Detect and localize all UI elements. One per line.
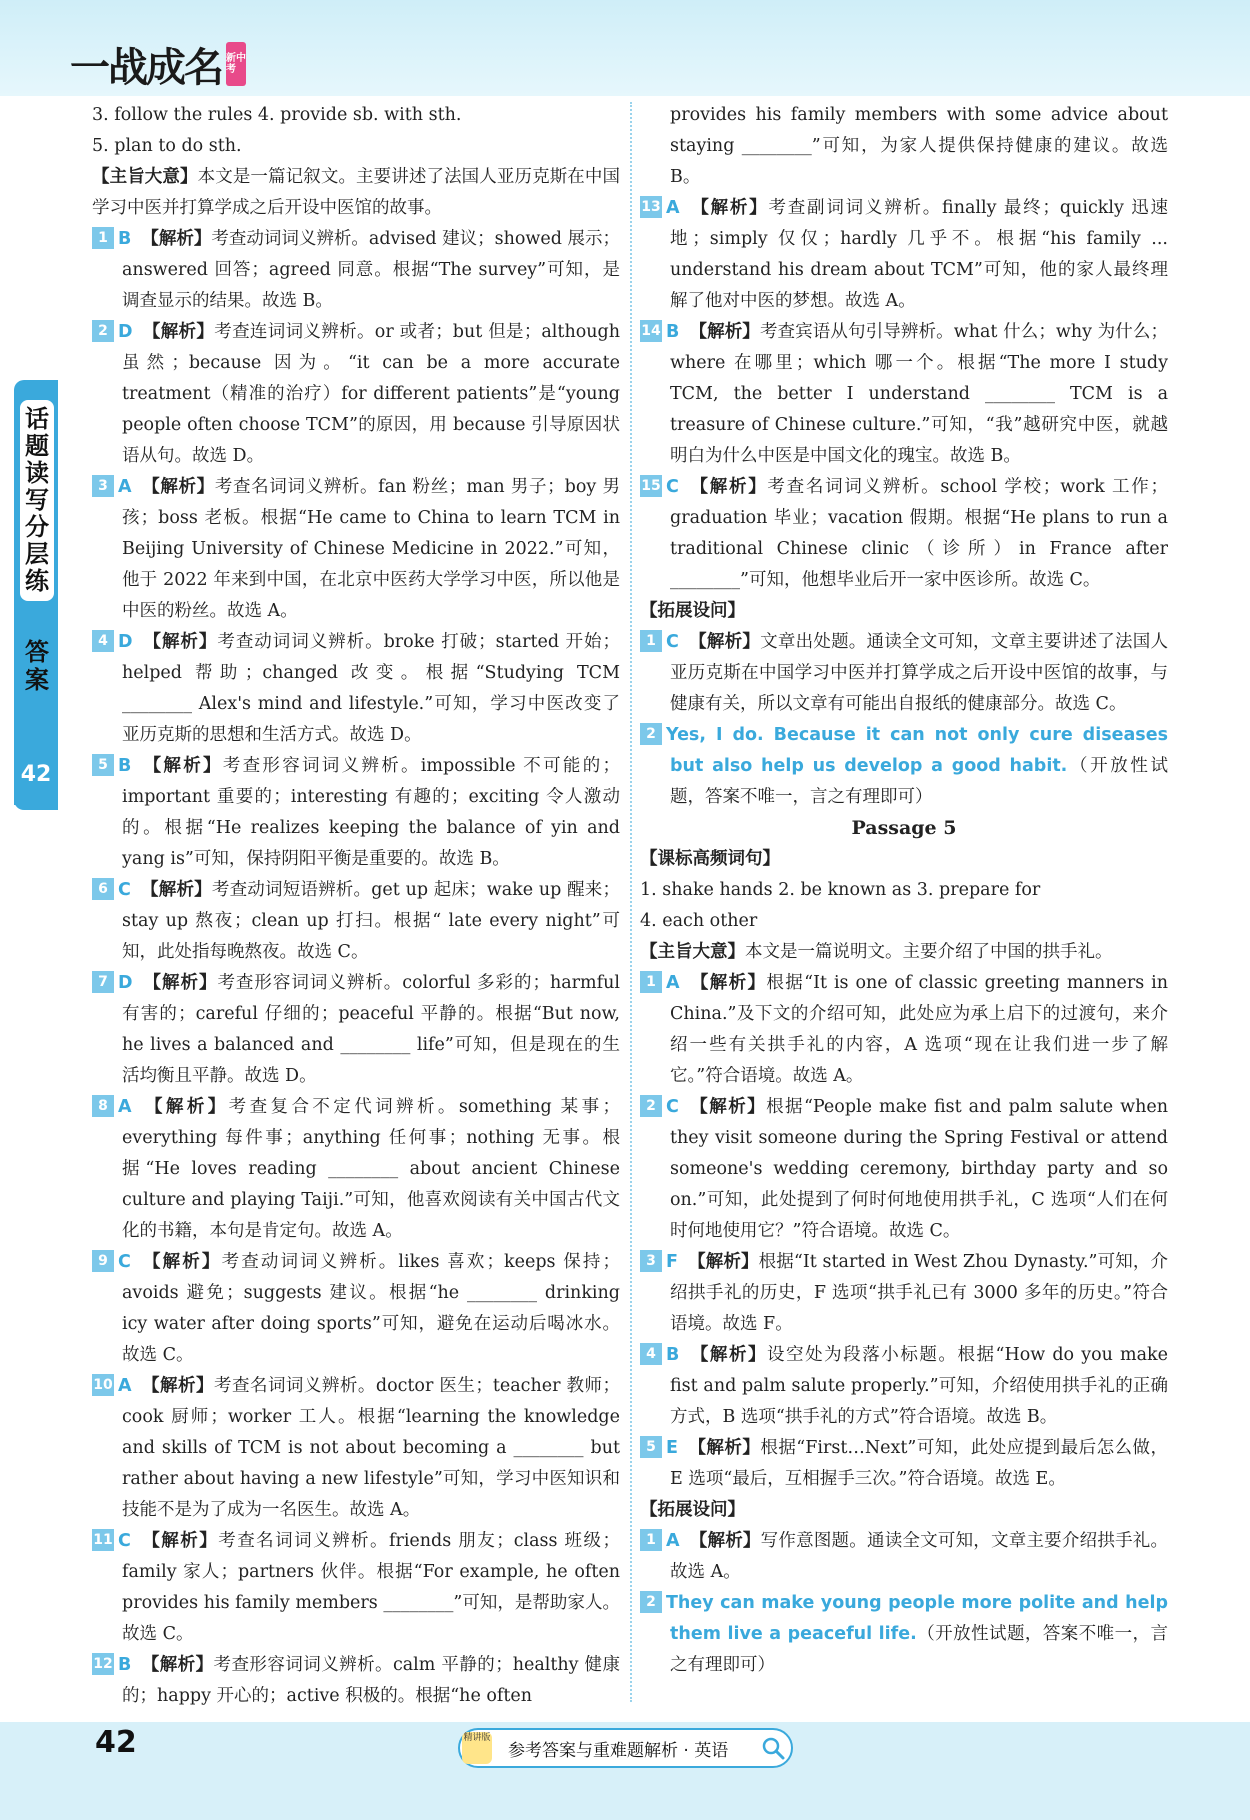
analysis-tag: 【解析】 (688, 477, 768, 497)
answer-item (640, 968, 1168, 1092)
answer-letter: C (118, 880, 131, 900)
question-number: 1 (92, 227, 114, 249)
vocab-line-2: 4. each other (640, 911, 758, 931)
analysis-text: 考查形容词词义辨析。impossible 不可能的；important 重要的；interesting 有趣的；exciting 令人激动的。根据“He realizes keeping the balance of yin and yang is”可知，保持阴阳平衡是重要的。故选 B。 (122, 756, 620, 869)
analysis-text: 考查动词词义辨析。likes 喜欢；keeps 保持；avoids 避免；suggests 建议。根据“he ________ drinking icy water after doing sports”可知，避免在运动后喝冰水。故选 C。 (122, 1252, 621, 1365)
analysis-text: （开放性试题，答案不唯一，言之有理即可） (670, 1624, 1168, 1675)
analysis-text: 考查名词词义辨析。fan 粉丝；man 男子；boy 男孩；boss 老板。根据“He came to China to learn TCM in Beijing University of Chinese Medicine in 2022.”可知，他于 2022 年来到中国，在北京中医药大学学习中医，所以他是中医的粉丝。故选 A。 (122, 477, 621, 621)
answer-letter: A (118, 477, 132, 497)
brand-badge: 新中考 (226, 42, 246, 86)
left-column (92, 100, 620, 1712)
extension-list (640, 1526, 1168, 1681)
brand-name: 一战成名 (70, 44, 222, 91)
question-number: 13 (640, 196, 662, 218)
answer-item (640, 1340, 1168, 1433)
analysis-tag: 【解析】 (140, 1252, 222, 1272)
question-number: 4 (92, 630, 114, 652)
footer-page-number: 42 (95, 1725, 137, 1760)
analysis-tag: 【解析】 (689, 322, 760, 342)
analysis-tag: 【解析】 (142, 632, 218, 652)
answer-item (92, 627, 620, 751)
answer-letter: C (666, 632, 679, 652)
footer-logo: 精讲版 (462, 1732, 492, 1764)
summary-tag: 【主旨大意】 (92, 167, 198, 187)
answer-letter: D (118, 973, 133, 993)
analysis-tag: 【解析】 (687, 1438, 761, 1458)
side-title: 话题读写分层练 (20, 400, 54, 601)
question-number: 4 (640, 1343, 662, 1365)
answer-item (640, 720, 1168, 813)
extension-tag: 【拓展设问】 (640, 601, 745, 621)
analysis-text: （开放性试题，答案不唯一，言之有理即可） (670, 756, 1168, 807)
question-number: 12 (92, 1653, 114, 1675)
vocab-tag: 【课标高频词句】 (640, 849, 780, 869)
analysis-text: 考查动词词义辨析。broke 打破；started 开始；helped 帮助；changed 改变。根据“Studying TCM ________ Alex's mind and lifestyle.”可知，学习中医改变了亚历克斯的思想和生活方式。故选 D。 (122, 632, 620, 745)
analysis-text: 考查名词词义辨析。friends 朋友；class 班级；family 家人；partners 伙伴。根据“For example, he often provides his family members ________”可知，是帮助家人。故选 C。 (122, 1531, 620, 1644)
summary (92, 162, 620, 224)
answer-letter: A (118, 1376, 132, 1396)
analysis-text: 考查复合不定代词辨析。something 某事；everything 每件事；anything 任何事；nothing 无事。根据“He loves reading ________ about ancient Chinese culture and playing Taiji.”可知，他喜欢阅读有关中国古代文化的书籍，本句是肯定句。故选 A。 (122, 1097, 621, 1241)
analysis-tag: 【解析】 (141, 1097, 229, 1117)
answer-letter: B (118, 1655, 132, 1675)
right-column (640, 100, 1168, 1681)
question-number: 3 (640, 1250, 662, 1272)
question-number: 15 (640, 475, 662, 497)
answer-item (640, 627, 1168, 720)
question-number: 3 (92, 475, 114, 497)
answer-item (92, 224, 620, 317)
analysis-tag: 【解析】 (687, 1252, 759, 1272)
summary-text: 本文是一篇记叙文。主要讲述了法国人亚历克斯在中国学习中医并打算学成之后开设中医馆的故事。 (92, 167, 621, 218)
brand-logo (70, 38, 246, 90)
analysis-tag: 【解析】 (140, 880, 212, 900)
analysis-text: 写作意图题。通读全文可知，文章主要介绍拱手礼。故选 A。 (670, 1531, 1169, 1582)
question-number: 6 (92, 878, 114, 900)
question-number: 1 (640, 630, 662, 652)
answer-letter: A (666, 973, 680, 993)
answer-item (640, 1247, 1168, 1340)
summary (640, 937, 1168, 968)
question-number: 8 (92, 1095, 114, 1117)
answer-item (92, 317, 620, 472)
answer-item (640, 1092, 1168, 1247)
vocab-line-1: 1. shake hands 2. be known as 3. prepare for (640, 880, 1041, 900)
extension-heading (640, 596, 1168, 627)
analysis-text: 根据“First…Next”可知，此处应提到最后怎么做，E 选项“最后，互相握手三次。”符合语境。故选 E。 (670, 1438, 1168, 1489)
answer-item (640, 1433, 1168, 1495)
analysis-text: 文章出处题。通读全文可知，文章主要讲述了法国人亚历克斯在中国学习中医并打算学成之后开设中医馆的故事，与健康有关，所以文章有可能出自报纸的健康部分。故选 C。 (670, 632, 1168, 714)
answer-letter: C (118, 1252, 131, 1272)
answer-item (92, 751, 620, 875)
side-page-number: 42 (14, 745, 58, 805)
question-number: 1 (640, 971, 662, 993)
analysis-tag: 【解析】 (688, 632, 761, 652)
answer-item (640, 472, 1168, 596)
answer-item (92, 1092, 620, 1247)
question-number: 2 (92, 320, 114, 342)
phrase-line-2: 5. plan to do sth. (92, 136, 242, 156)
answer-list (640, 193, 1168, 596)
sample-answer: Yes, I do. Because it can not only cure diseases but also help us develop a good habit. (666, 725, 1168, 776)
answer-letter: C (118, 1531, 131, 1551)
analysis-text: 根据“People make fist and palm salute when they visit someone during the Spring Festival or attend someone's wedding ceremony, birthday party and so on.”可知，此处提到了何时何地使用拱手礼，C 选项“人们在何时何地使用它？”符合语境。故选 C。 (670, 1097, 1168, 1241)
question-number: 5 (640, 1436, 662, 1458)
question-number: 7 (92, 971, 114, 993)
analysis-text: 考查名词词义辨析。doctor 医生；teacher 教师；cook 厨师；worker 工人。根据“learning the knowledge and skills of TCM is not about becoming a ________ but rather about having a new lifestyle”可知，学习中医知识和技能不是为了成为一名医生。故选 A。 (122, 1376, 620, 1520)
answer-letter: A (666, 1531, 680, 1551)
sample-answer: They can make young people more polite and help them live a peaceful life. (666, 1593, 1168, 1644)
analysis-text: 考查名词词义辨析。school 学校；work 工作；graduation 毕业；vacation 假期。根据“He plans to run a traditional Chinese clinic（诊所）in France after ________”可知，他想毕业后开一家中医诊所。故选 C。 (670, 477, 1168, 590)
extension-tag: 【拓展设问】 (640, 1500, 745, 1520)
answer-letter: B (118, 756, 132, 776)
analysis-text: 考查宾语从句引导辨析。what 什么；why 为什么；where 在哪里；which 哪一个。根据“The more I study TCM, the better I understand ________ TCM is a treasure of Chinese culture.”可知，“我”越研究中医，就越明白为什么中医是中国文化的瑰宝。故选 B。 (670, 322, 1169, 466)
question-number: 10 (92, 1374, 114, 1396)
analysis-tag: 【解析】 (689, 198, 769, 218)
answer-item (92, 1371, 620, 1526)
analysis-text: 根据“It started in West Zhou Dynasty.”可知，介绍拱手礼的历史，F 选项“拱手礼已有 3000 多年的历史。”符合语境。故选 F。 (670, 1252, 1168, 1334)
answer-item (640, 317, 1168, 472)
summary-text: 本文是一篇说明文。主要介绍了中国的拱手礼。 (745, 942, 1113, 962)
extension-list (640, 627, 1168, 813)
answer-letter: D (118, 632, 133, 652)
answer-letter: E (666, 1438, 678, 1458)
analysis-text: 考查形容词词义辨析。calm 平静的；healthy 健康的；happy 开心的；active 积极的。根据“he often (122, 1655, 620, 1706)
analysis-tag: 【解析】 (141, 756, 223, 776)
question-number: 9 (92, 1250, 114, 1272)
analysis-text: 根据“It is one of classic greeting manners in China.”及下文的介绍可知，此处应为承上启下的过渡句，来介绍一些有关拱手礼的内容，A 选项“现在让我们进一步了解它。”符合语境。故选 A。 (670, 973, 1168, 1086)
analysis-tag: 【解析】 (689, 973, 767, 993)
analysis-text: 考查动词短语辨析。get up 起床；wake up 醒来；stay up 熬夜；clean up 打扫。根据“ late every night”可知，此处指每晚熬夜。故选 C。 (122, 880, 621, 962)
analysis-tag: 【解析】 (689, 1345, 768, 1365)
answer-letter: D (118, 322, 133, 342)
analysis-text: 考查副词词义辨析。finally 最终；quickly 迅速地；simply 仅仅；hardly 几乎不。根据“his family ... understand his dream about TCM”可知，他的家人最终理解了他对中医的梦想。故选 A。 (670, 198, 1169, 311)
answer-item (92, 1247, 620, 1371)
answer-item (92, 472, 620, 627)
analysis-tag: 【解析】 (140, 1531, 219, 1551)
passage-title: Passage 5 (851, 817, 957, 839)
answer-item (92, 968, 620, 1092)
answer-letter: A (666, 198, 680, 218)
analysis-tag: 【解析】 (688, 1097, 767, 1117)
analysis-tag: 【解析】 (142, 973, 218, 993)
answer-list (640, 968, 1168, 1495)
answer-item (640, 1588, 1168, 1681)
question-number: 1 (640, 1529, 662, 1551)
question-number: 11 (92, 1529, 114, 1551)
answer-letter: F (666, 1252, 678, 1272)
analysis-tag: 【解析】 (141, 1655, 214, 1675)
analysis-tag: 【解析】 (689, 1531, 761, 1551)
answer-letter: C (666, 477, 679, 497)
analysis-tag: 【解析】 (141, 229, 212, 249)
analysis-text: 考查动词词义辨析。advised 建议；showed 展示；answered 回答；agreed 同意。根据“The survey”可知，是调查显示的结果。故选 B。 (122, 229, 621, 311)
side-answer-label: 答案 (25, 638, 49, 694)
answer-letter: A (118, 1097, 132, 1117)
answer-item (640, 193, 1168, 317)
analysis-tag: 【解析】 (142, 322, 215, 342)
summary-tag: 【主旨大意】 (640, 942, 745, 962)
continued-text: provides his family members with some advice about staying ________”可知，为家人提供保持健康的建议。故选 B。 (670, 105, 1168, 187)
analysis-tag: 【解析】 (141, 477, 215, 497)
answer-item (640, 1526, 1168, 1588)
question-number: 2 (640, 723, 662, 745)
answer-item (92, 1650, 620, 1712)
column-divider (630, 102, 632, 1702)
phrase-line-1: 3. follow the rules 4. provide sb. with sth. (92, 105, 462, 125)
question-number: 5 (92, 754, 114, 776)
answer-letter: C (666, 1097, 679, 1117)
answer-item (92, 1526, 620, 1650)
question-number: 2 (640, 1591, 662, 1613)
analysis-text: 设空处为段落小标题。根据“How do you make fist and palm salute properly.”可知，介绍使用拱手礼的正确方式，B 选项“拱手礼的方式”符合语境。故选 B。 (670, 1345, 1168, 1427)
answer-letter: B (666, 1345, 680, 1365)
analysis-text: 考查形容词词义辨析。colorful 多彩的；harmful 有害的；careful 仔细的；peaceful 平静的。根据“But now, he lives a balanced and ________ life”可知，但是现在的生活均衡且平静。故选 D。 (122, 973, 620, 1086)
answer-letter: B (118, 229, 132, 249)
question-number: 2 (640, 1095, 662, 1117)
search-icon (760, 1735, 786, 1761)
answer-item (92, 875, 620, 968)
footer-title: 参考答案与重难题解析 · 英语 (458, 1728, 793, 1768)
analysis-tag: 【解析】 (141, 1376, 214, 1396)
answer-letter: B (666, 322, 680, 342)
extension-heading (640, 1495, 1168, 1526)
answer-list (92, 224, 620, 1712)
analysis-text: 考查连词词义辨析。or 或者；but 但是；although 虽然；because 因为。“it can be a more accurate treatment（精准的治疗）for different patients”是“young people often choose TCM”的原因，用 because 引导原因状语从句。故选 D。 (122, 322, 620, 466)
vocab-heading (640, 844, 1168, 875)
question-number: 14 (640, 320, 662, 342)
